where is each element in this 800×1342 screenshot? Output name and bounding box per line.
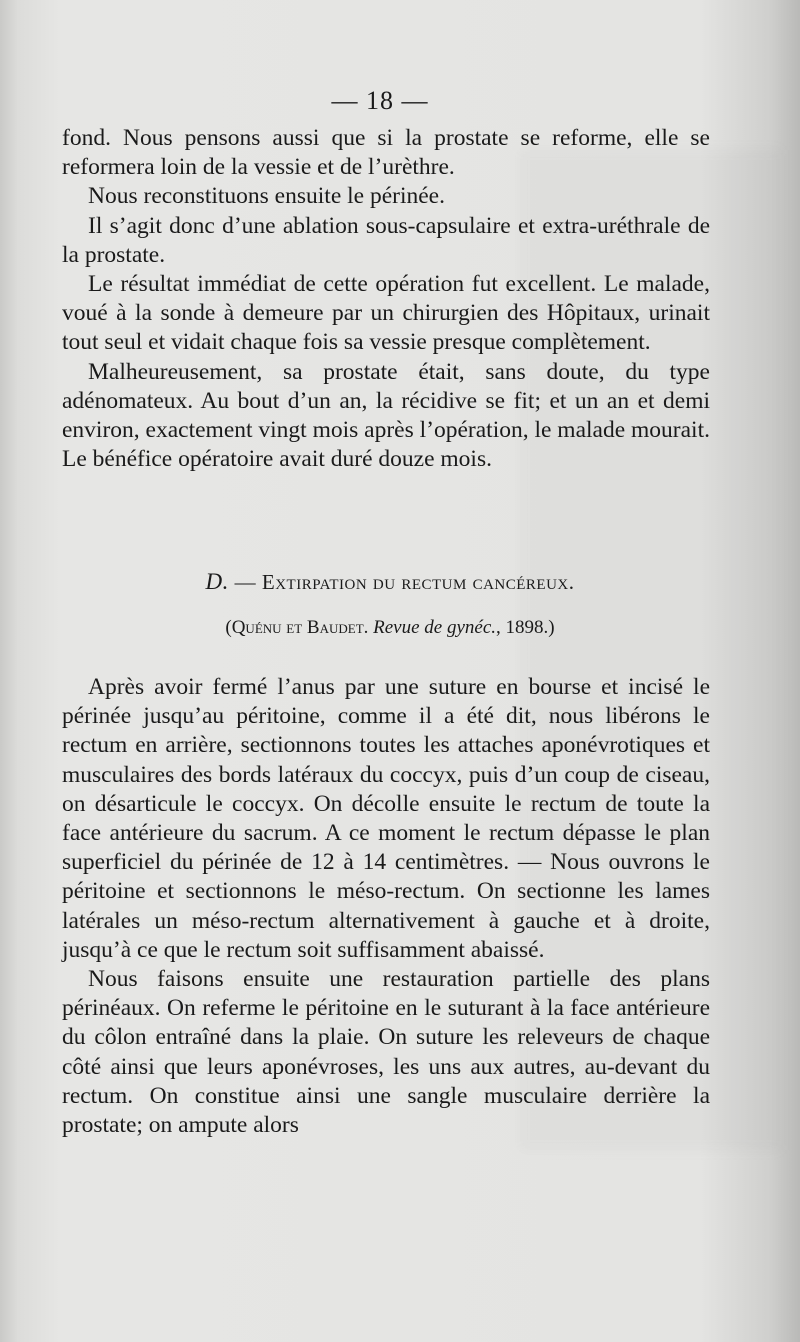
page-number: — 18 —	[331, 86, 429, 115]
paragraph: Malheureusement, sa prostate était, sans doute, du type adénomateux. Au bout d’un an, la récidive se fit; et un an et demi environ, exactement vingt mois après l’opération, le malade mourait. Le bénéfice opératoire avait duré douze mois.	[62, 358, 710, 473]
section-dash: —	[234, 570, 257, 594]
paragraph: Nous reconstituons ensuite le périnée.	[88, 183, 445, 210]
text-block-top	[62, 124, 710, 474]
paragraph: Après avoir fermé l’anus par une suture en bourse et incisé le périnée jusqu’au péritoine, comme il a été dit, nous libérons le rectum en arrière, sectionnons toutes les attaches aponévrotiques et musculaires des bords latéraux du coccyx, puis d’un coup de ciseau, on désarticule le coccyx. On décolle ensuite le rectum de toute la face antérieure du sacrum. A ce moment le rectum dépasse le plan superficiel du périnée de 12 à 14 centimètres. — Nous ouvrons le péritoine et sectionnons le méso-rectum. On sectionne les lames latérales un méso-rectum alternativement à gauche et à droite, jusqu’à ce que le rectum soit suffisamment abaissé.	[62, 674, 710, 963]
citation-journal: Revue de gynéc.	[373, 617, 497, 638]
paragraph: Le résultat immédiat de cette opération fut excellent. Le malade, voué à la sonde à demeure par un chirurgien des Hôpitaux, urinait tout seul et vidait chaque fois sa vessie presque complètement.	[62, 271, 710, 356]
text-block-bottom	[62, 673, 710, 1140]
section-heading	[0, 569, 780, 595]
citation: (Quénu et Baudet. Revue de gynéc., 1898.)	[225, 617, 555, 638]
section-title: Extirpation du rectum cancéreux.	[261, 570, 575, 594]
citation-authors: Quénu et Baudet.	[231, 617, 369, 638]
paragraph: Nous faisons ensuite une restauration partielle des plans périnéaux. On referme le péritoine en le suturant à la face antérieure du côlon entraîné dans la plaie. On suture les releveurs de chaque côté ainsi que leurs aponévroses, les uns aux autres, au-devant du rectum. On constitue ainsi une sangle musculaire derrière la prostate; on ampute alors	[62, 966, 710, 1139]
paragraph: Il s’agit donc d’une ablation sous-capsulaire et extra-uréthrale de la prostate.	[62, 212, 710, 268]
section-letter: D.	[205, 569, 229, 594]
citation-year: , 1898.	[496, 617, 549, 638]
paragraph: fond. Nous pensons aussi que si la prostate se reforme, elle se reformera loin de la vessie et de l’urèthre.	[62, 125, 710, 181]
